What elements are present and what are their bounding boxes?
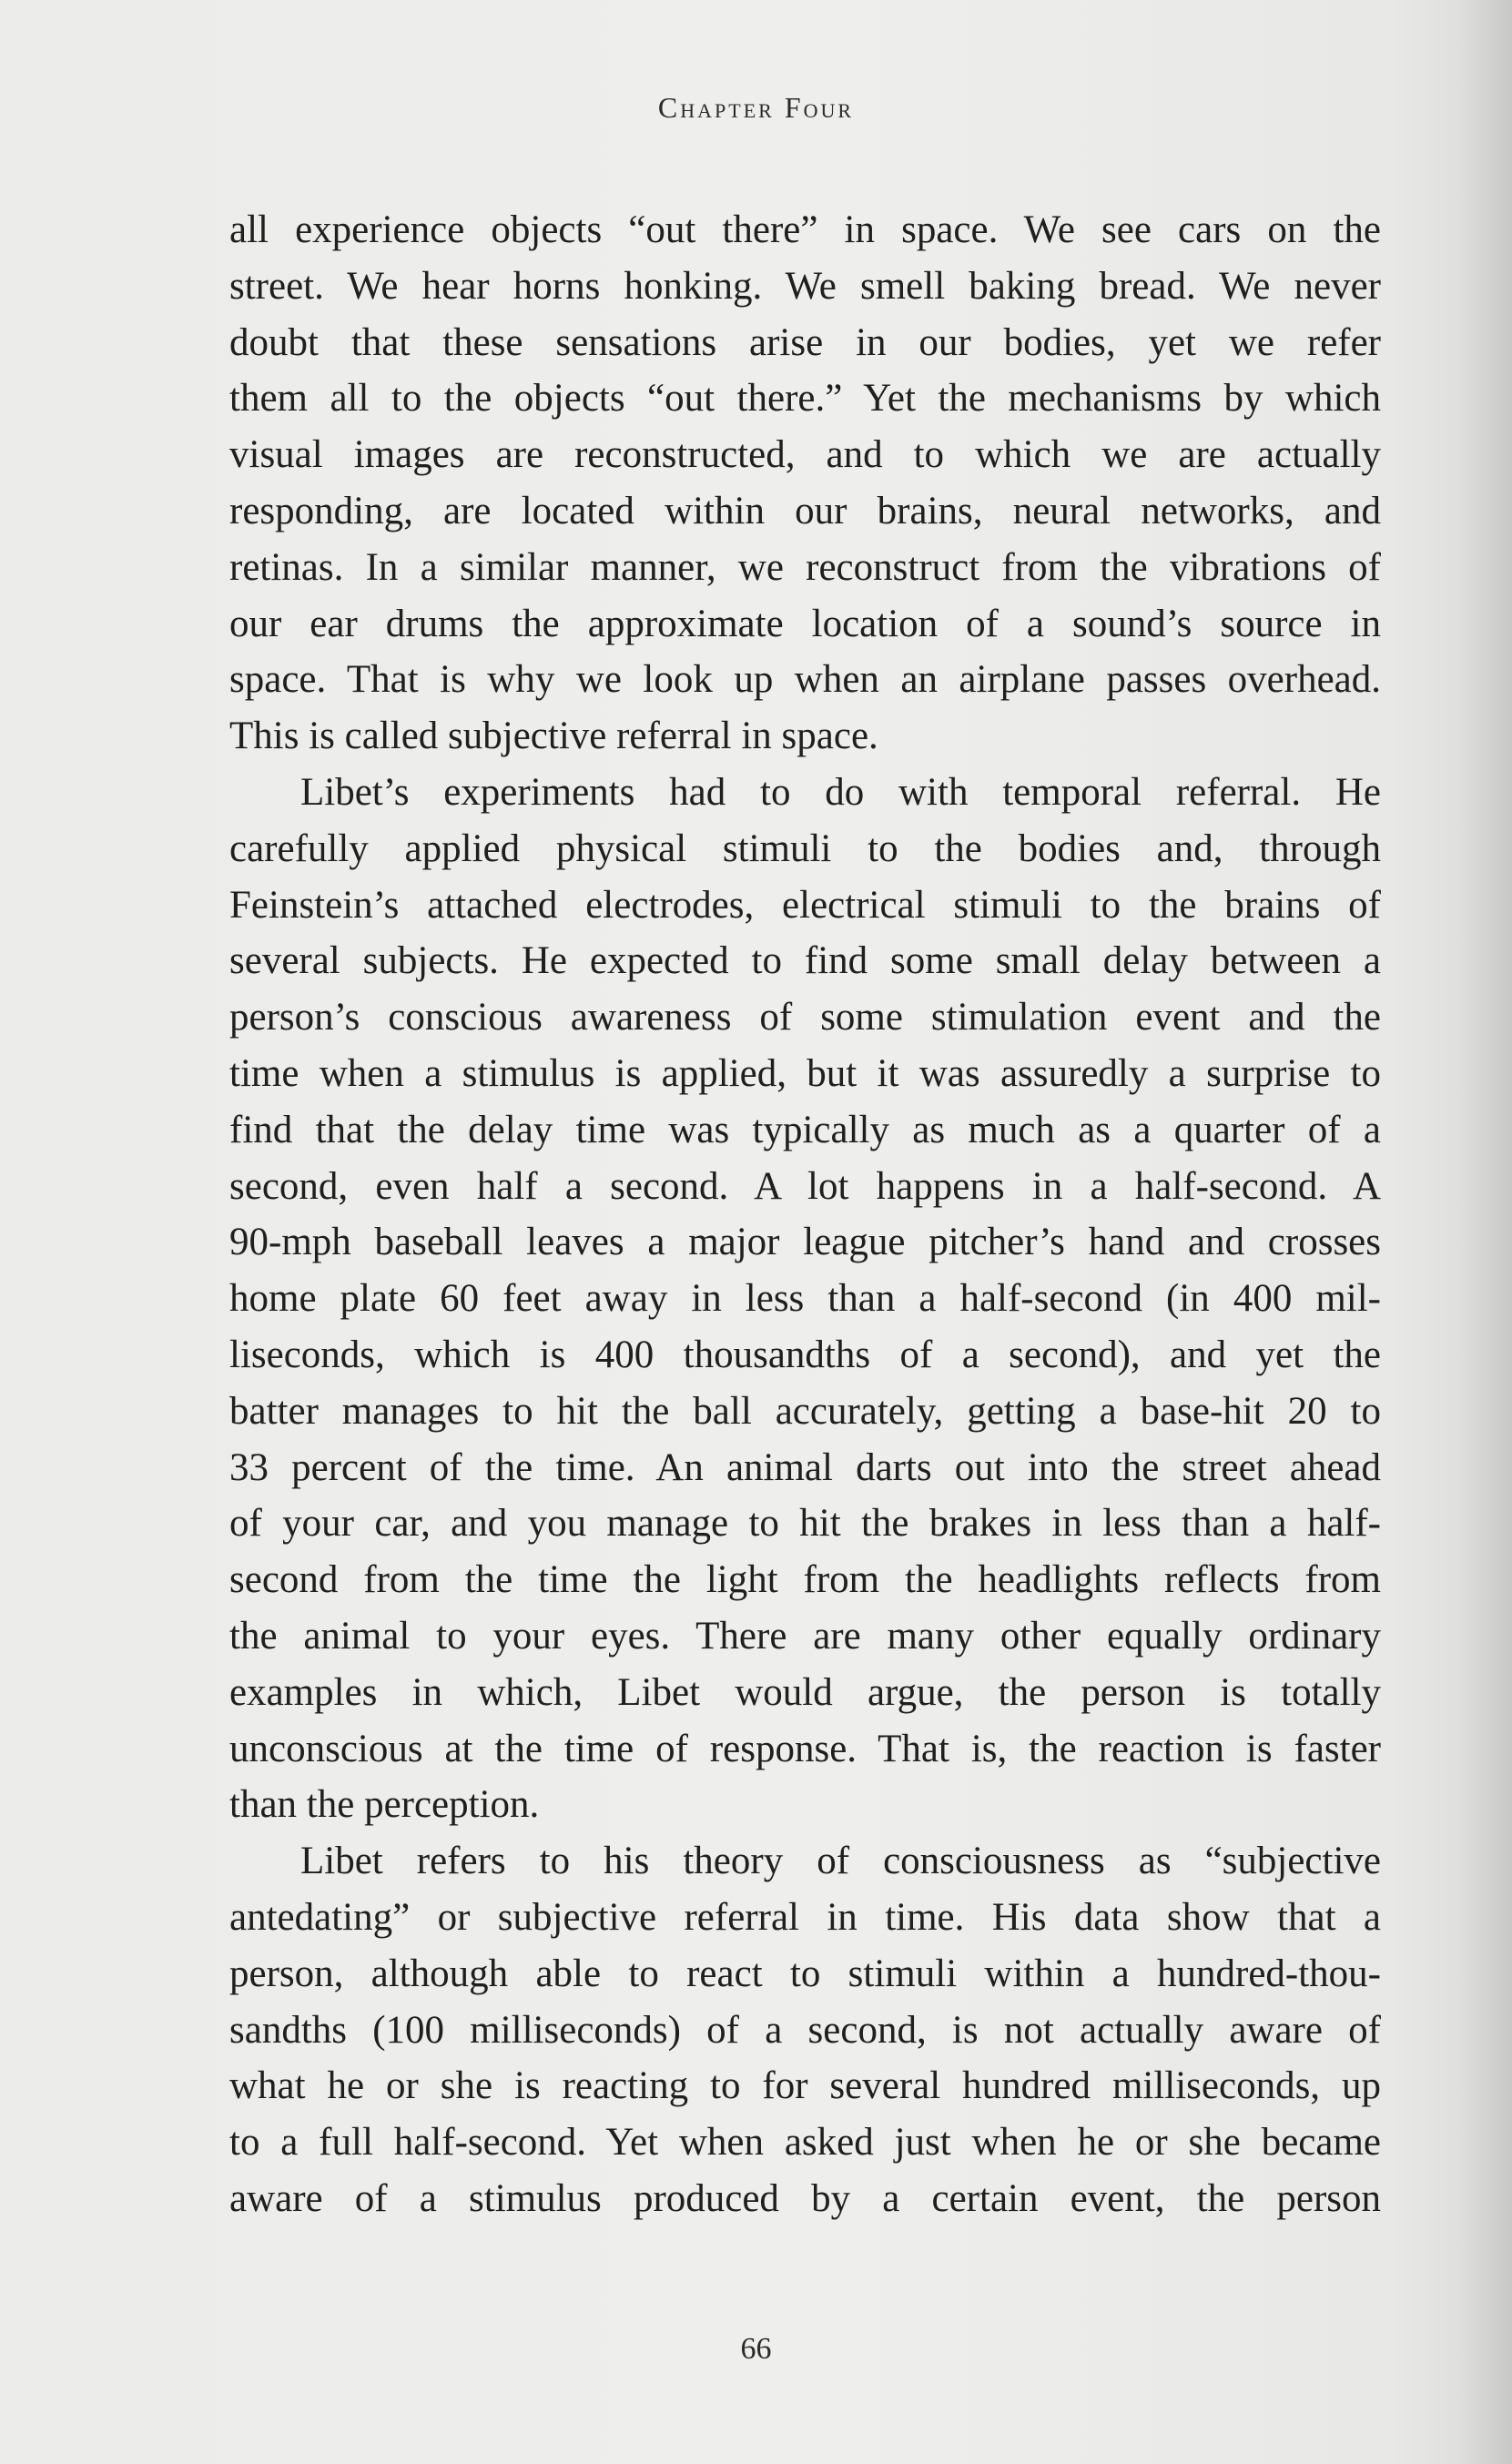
text-line: responding, are located within our brains, neural networks, and — [229, 489, 1381, 532]
text-line: time when a stimulus is applied, but it was assuredly a surprise to — [229, 1051, 1381, 1095]
text-line: several subjects. He expected to find some small delay between a — [229, 939, 1381, 983]
text-line: This is called subjective referral in space. — [229, 715, 878, 758]
text-line: sandths (100 milliseconds) of a second, is not actually aware of — [229, 2008, 1381, 2052]
text-line: liseconds, which is 400 thousandths of a second), and yet the — [229, 1333, 1381, 1376]
text-line: of your car, and you manage to hit the brakes in less than a half- — [229, 1502, 1381, 1546]
page-number: 66 — [740, 2332, 772, 2366]
text-line: find that the delay time was typically as much as a quarter of a — [229, 1108, 1381, 1151]
text-line: second, even half a second. A lot happens in a half-second. A — [229, 1164, 1381, 1208]
text-line: them all to the objects “out there.” Yet the mechanisms by which — [229, 377, 1381, 421]
paragraph — [229, 202, 1381, 765]
text-line: 90-mph baseball leaves a major league pitcher’s hand and crosses — [229, 1221, 1381, 1264]
text-line: person’s conscious awareness of some stimulation event and the — [229, 996, 1381, 1039]
text-line: 33 percent of the time. An animal darts out into the street ahead — [229, 1445, 1381, 1489]
paragraph — [229, 1833, 1381, 2227]
text-line: space. That is why we look up when an airplane passes overhead. — [229, 658, 1381, 702]
text-line: street. We hear horns honking. We smell baking bread. We never — [229, 264, 1381, 308]
text-line: doubt that these sensations arise in our bodies, yet we refer — [229, 320, 1381, 364]
text-line: antedating” or subjective referral in time. His data show that a — [229, 1895, 1381, 1939]
text-line: examples in which, Libet would argue, the person is totally — [229, 1670, 1381, 1714]
text-line: visual images are reconstructed, and to which we are actually — [229, 433, 1381, 477]
text-line: unconscious at the time of response. That is, the reaction is faster — [229, 1727, 1381, 1770]
paragraph — [229, 765, 1381, 1833]
text-line: Feinstein’s attached electrodes, electrical stimuli to the brains of — [229, 883, 1381, 927]
text-line: batter manages to hit the ball accurately, getting a base-hit 20 to — [229, 1389, 1381, 1433]
page-edge-shadow — [1457, 0, 1512, 2464]
text-line: to a full half-second. Yet when asked just when he or she became — [229, 2121, 1381, 2165]
body-text — [229, 202, 1381, 2227]
text-line: than the perception. — [229, 1783, 540, 1827]
text-line: aware of a stimulus produced by a certain event, the person — [229, 2176, 1381, 2220]
text-line: Libet refers to his theory of consciousness as “subjective — [300, 1840, 1381, 1883]
text-line: our ear drums the approximate location of a sound’s source in — [229, 602, 1381, 645]
text-line: Libet’s experiments had to do with temporal referral. He — [300, 770, 1381, 814]
text-line: the animal to your eyes. There are many other equally ordinary — [229, 1614, 1381, 1658]
text-line: second from the time the light from the headlights reflects from — [229, 1558, 1381, 1602]
text-line: what he or she is reacting to for several hundred milliseconds, up — [229, 2064, 1381, 2108]
text-line: home plate 60 feet away in less than a half-second (in 400 mil- — [229, 1277, 1381, 1321]
text-line: all experience objects “out there” in space. We see cars on the — [229, 208, 1381, 251]
running-head: Chapter Four — [657, 91, 855, 124]
text-line: person, although able to react to stimuli within a hundred-thou- — [229, 1952, 1381, 1995]
text-line: retinas. In a similar manner, we reconstruct from the vibrations of — [229, 545, 1381, 589]
text-line: carefully applied physical stimuli to the bodies and, through — [229, 826, 1381, 870]
